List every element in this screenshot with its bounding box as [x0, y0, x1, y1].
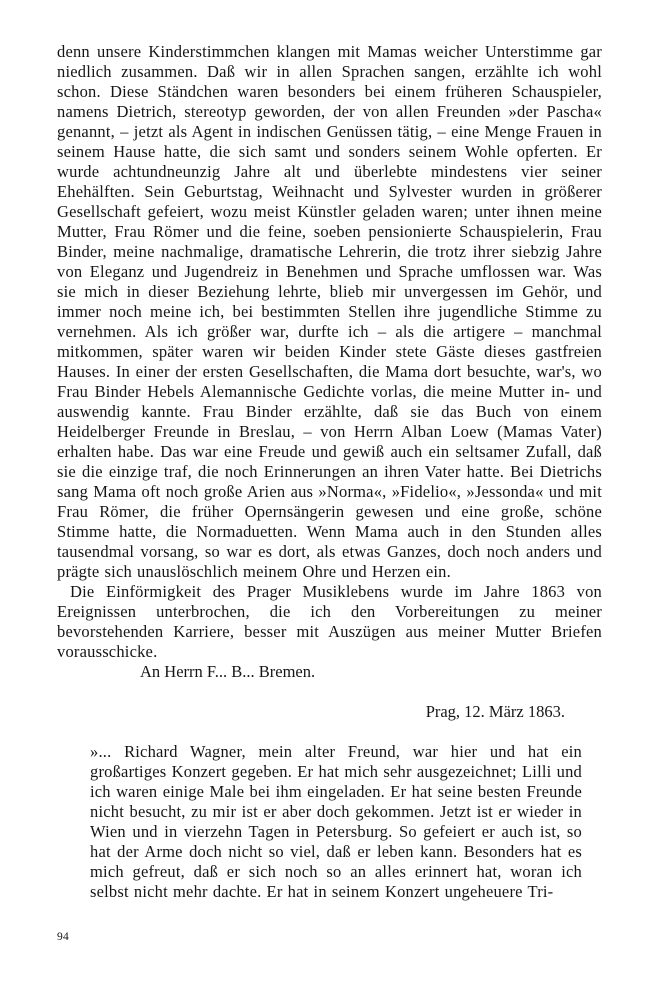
letter-body: »... Richard Wagner, mein alter Freund, war hier und hat ein großartiges Konzert gegeben. Er hat mich sehr ausgezeichnet; Lilli und ich waren einige Male bei ihm eingeladen. Er hat seine besten Freunde nicht besucht, zu mir ist er aber doch gekommen. Jetzt ist er wieder in Wien und in vierzehn Tagen in Petersburg. So gefeiert er auch ist, so hat der Arme doch nicht so viel, daß er leben kann. Besonders hat es mich gefreut, daß er sich noch so an alles erinnert hat, woran ich selbst nicht mehr dachte. Er hat in seinem Konzert ungeheuere Tri-: [90, 742, 582, 901]
letter-salutation: An Herrn F... B... Bremen.: [140, 662, 316, 681]
letter-dateline: Prag, 12. März 1863.: [425, 702, 565, 721]
body-paragraph-2: Die Einförmigkeit des Prager Musiklebens wurde im Jahre 1863 von Ereignissen unterbrochen, die ich den Vorbereitungen zu meiner bevorstehenden Karriere, besser mit Auszügen aus meiner Mutter Briefen vorausschicke.: [57, 582, 602, 661]
body-paragraph-1: denn unsere Kinderstimmchen klangen mit Mamas weicher Unterstimme gar niedlich zusammen. Daß wir in allen Sprachen sangen, erzählte ich wohl schon. Diese Ständchen waren besonders bei einem früheren Schauspieler, namens Dietrich, stereotyp geworden, der von allen Freunden »der Pascha« genannt, – jetzt als Agent in indischen Genüssen tätig, – eine Menge Frauen in seinem Hause hatte, die sich samt und sonders seinem Wohle opferten. Er wurde achtundneunzig Jahre alt und überlebte mindestens vier seiner Ehehälften. Sein Geburtstag, Weihnacht und Sylvester wurden in größerer Gesellschaft gefeiert, wozu meist Künstler geladen waren; unter ihnen meine Mutter, Frau Römer und die feine, soeben pensionierte Schauspielerin, Frau Binder, meine nachmalige, dramatische Lehrerin, die trotz ihrer siebzig Jahre von Eleganz und Jugendreiz in Benehmen und Sprache umflossen war. Was sie mich in dieser Beziehung lehrte, blieb mir unvergessen im Gehör, und immer noch meine ich, bei bestimmten Stellen ihre jugendliche Stimme zu vernehmen. Als ich größer war, durfte ich – als die artigere – manchmal mitkommen, später waren wir beiden Kinder stete Gäste dieses gastfreien Hauses. In einer der ersten Gesellschaften, die Mama dort besuchte, war's, wo Frau Binder Hebels Alemannische Gedichte vorlas, die meine Mutter in- und auswendig kannte. Frau Binder erzählte, daß sie das Buch von einem Heidelberger Freunde in Breslau, – von Herrn Alban Loew (Mamas Vater) erhalten habe. Das war eine Freude und gewiß auch ein seltsamer Zufall, daß sie die einzige traf, die noch Erinnerungen an ihren Vater hatte. Bei Dietrichs sang Mama oft noch große Arien aus »Norma«, »Fidelio«, »Jessonda« und mit Frau Römer, die früher Opernsängerin gewesen und eine große, schöne Stimme hatte, die Normaduetten. Wenn Mama auch in den Stunden alles tausendmal vorsang, so war es dort, als etwas Ganzes, doch noch anders und prägte sich unauslöschlich meinem Ohre und Herzen ein.: [57, 42, 602, 581]
page-number: 94: [57, 931, 70, 943]
text-column: [57, 42, 602, 902]
